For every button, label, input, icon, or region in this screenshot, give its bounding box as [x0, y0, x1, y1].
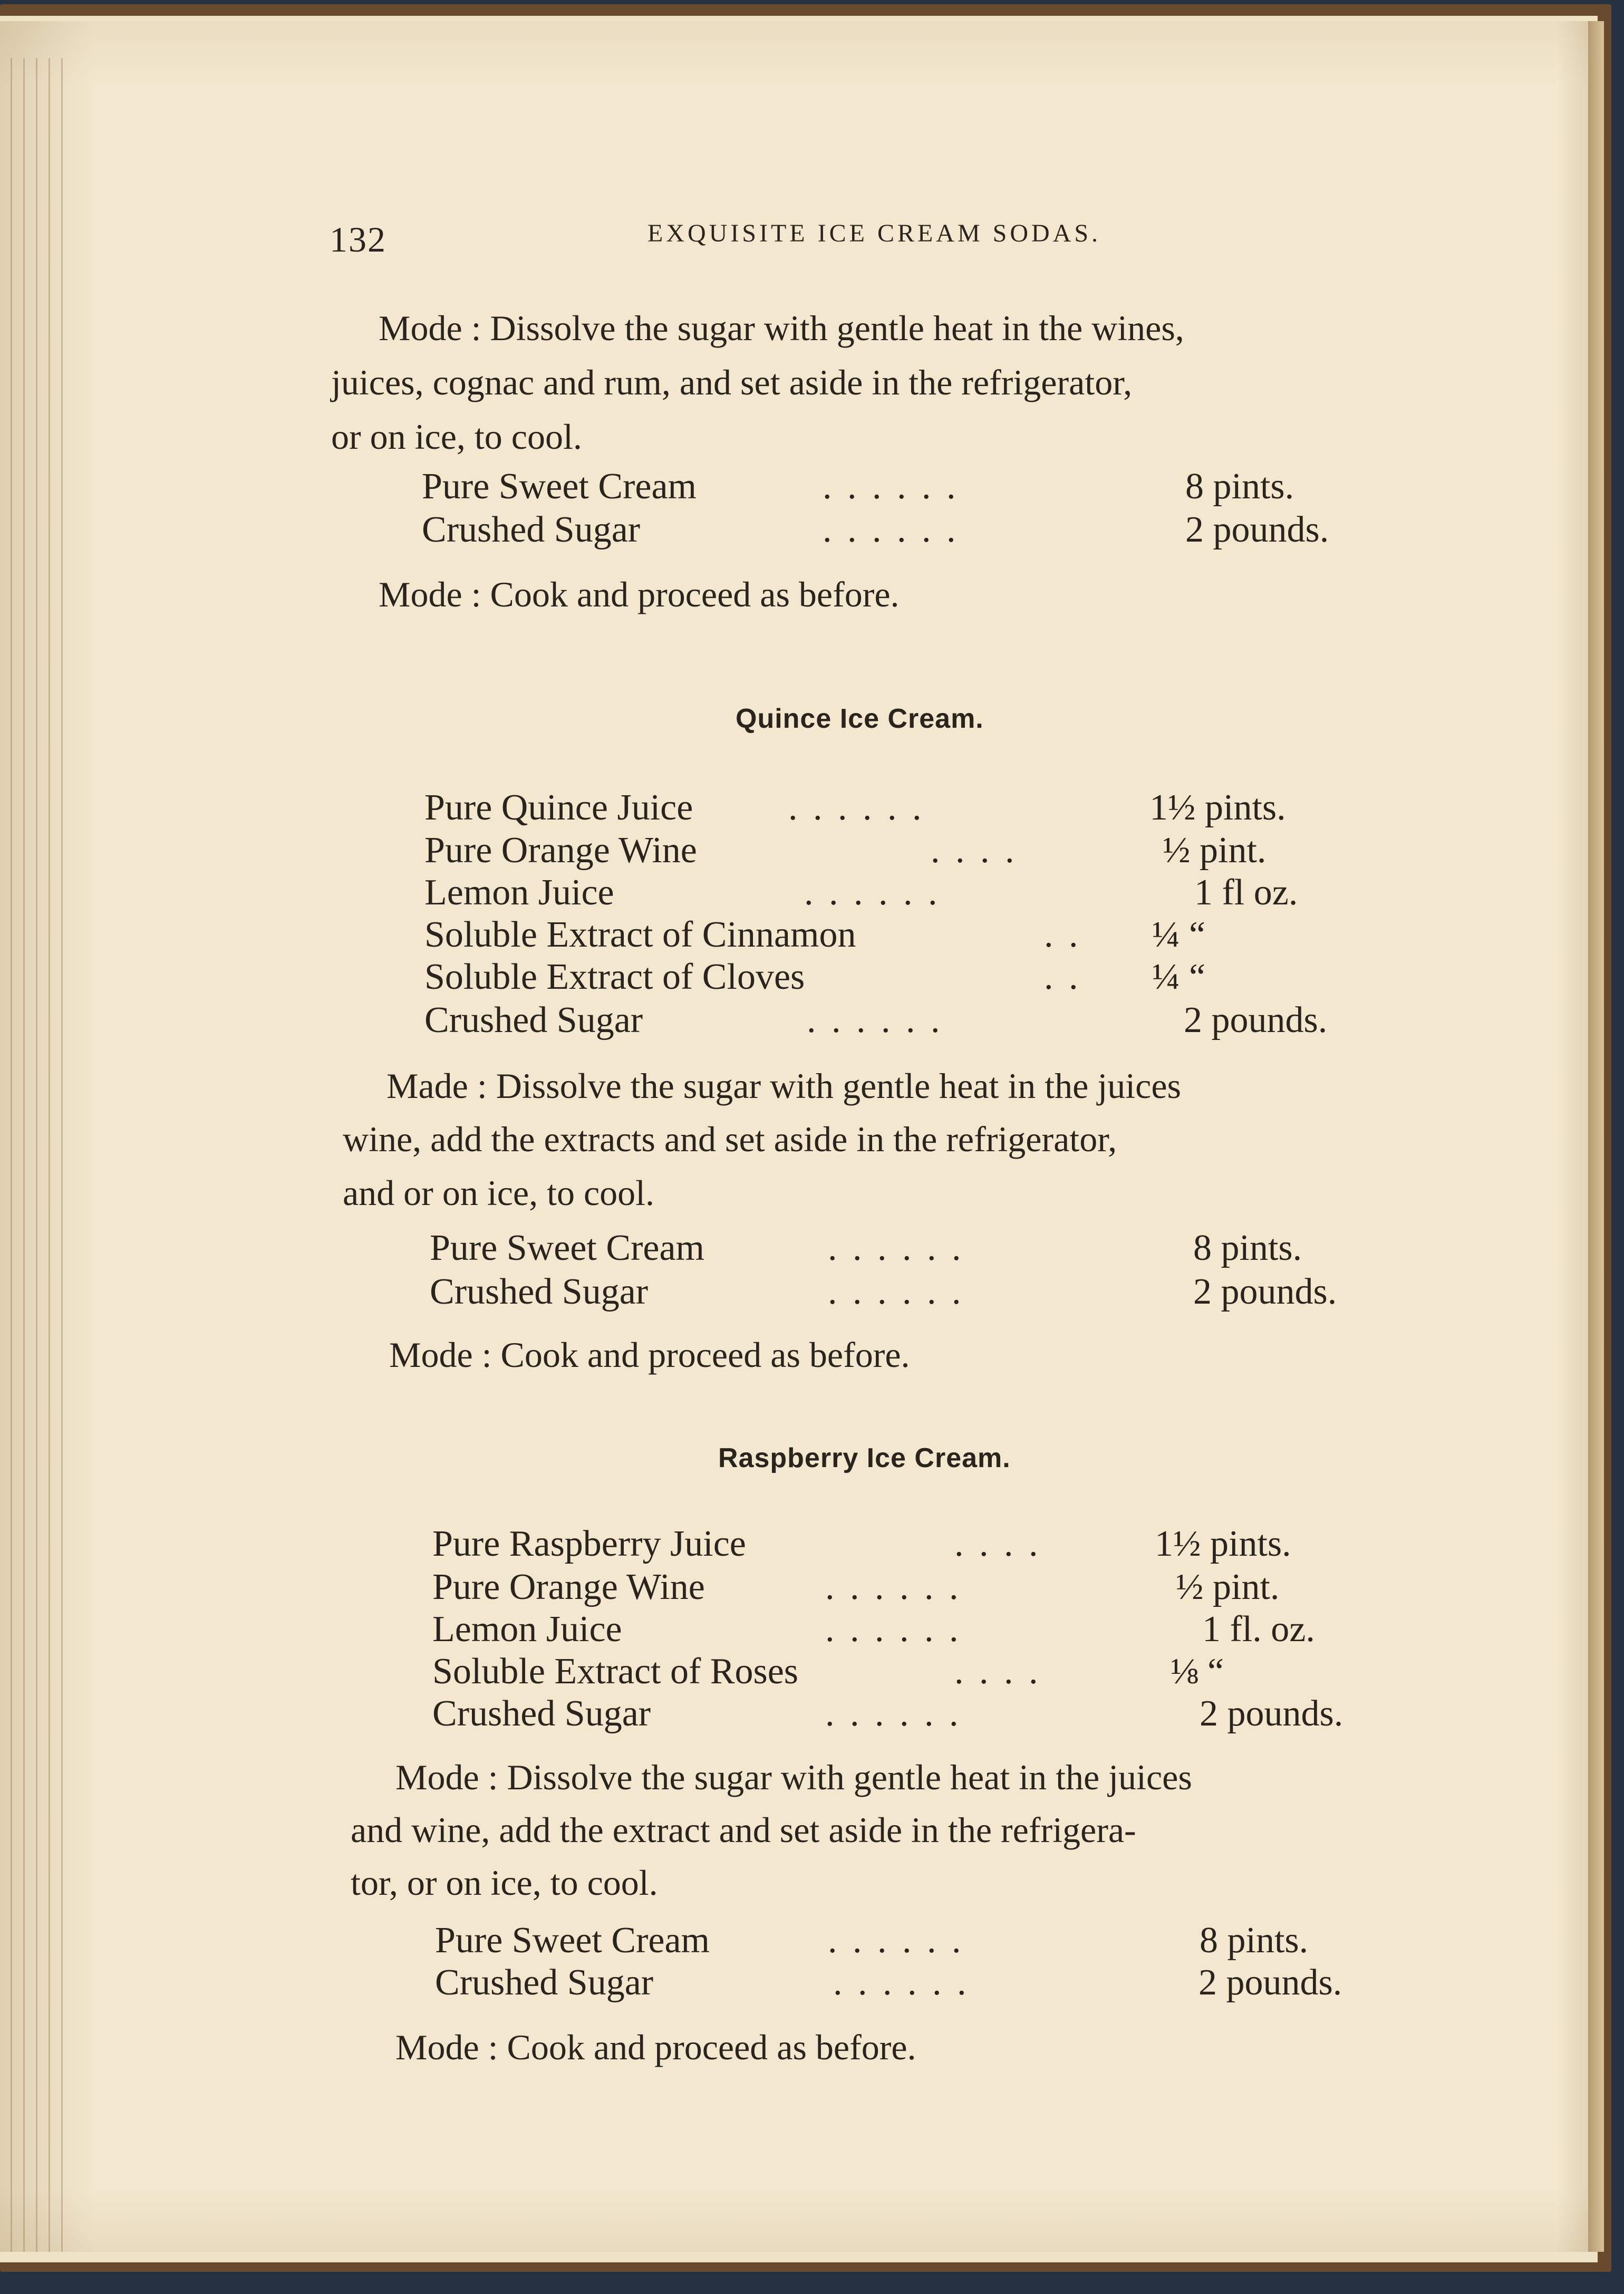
ingredient-quantity: 8 pints. [1193, 1228, 1302, 1268]
ingredient-quantity: 8 pints. [1185, 466, 1294, 507]
ingredient-name: Pure Sweet Cream [435, 1920, 710, 1961]
ingredient-name: Pure Quince Juice [424, 787, 693, 828]
ingredient-row [430, 1227, 1379, 1269]
leader-dots: . . . . . . [833, 1962, 970, 2003]
ingredient-quantity: 2 pounds. [1200, 1693, 1343, 1734]
running-title: EXQUISITE ICE CREAM SODAS. [647, 219, 1101, 247]
leader-dots: . . . . . . [828, 1228, 964, 1268]
mode-paragraph-line: juices, cognac and rum, and set aside in the refrigerator, [331, 362, 1133, 402]
ingredient-name: Lemon Juice [424, 872, 614, 913]
ingredient-name: Pure Sweet Cream [422, 466, 697, 507]
ingredient-row [422, 466, 1371, 508]
leader-dots: . . . . [931, 830, 1018, 871]
ingredient-name: Crushed Sugar [422, 509, 641, 550]
mode-paragraph-line: Mode : Dissolve the sugar with gentle heat in the juices [395, 1757, 1192, 1797]
recipe-heading: Raspberry Ice Cream. [718, 1443, 1011, 1473]
ingredient-quantity: ½ pint. [1176, 1567, 1280, 1607]
book-gutter [1588, 21, 1604, 2252]
ingredient-row [422, 509, 1371, 551]
leader-dots: . . . . [954, 1651, 1041, 1692]
mode-paragraph-line: or on ice, to cool. [331, 417, 582, 457]
mode-line: Mode : Cook and proceed as before. [389, 1335, 910, 1375]
mode-paragraph-line: wine, add the extracts and set aside in the refrigerator, [343, 1119, 1117, 1159]
ingredient-row [435, 1962, 1384, 2004]
ingredient-name: Crushed Sugar [430, 1271, 649, 1312]
ingredient-quantity: 1½ pints. [1149, 787, 1286, 828]
leader-dots: . . . . . . [828, 1920, 964, 1961]
ingredient-row [432, 1523, 1381, 1565]
ingredient-quantity: ¼ “ [1152, 957, 1206, 997]
ingredient-row [424, 956, 1374, 998]
ingredient-name: Pure Orange Wine [432, 1567, 705, 1607]
recipe-heading: Quince Ice Cream. [736, 703, 984, 734]
ingredient-name: Pure Raspberry Juice [432, 1524, 746, 1564]
ingredient-name: Soluble Extract of Cinnamon [424, 914, 856, 955]
ingredient-name: Pure Sweet Cream [430, 1228, 704, 1268]
leader-dots: . . . . . . [823, 466, 959, 507]
leaf-edge-line [11, 58, 12, 2252]
leader-dots: . . . . . . [807, 1000, 943, 1040]
mode-paragraph-line: Made : Dissolve the sugar with gentle heat in the juices [386, 1066, 1181, 1106]
ingredient-row [424, 787, 1374, 829]
ingredient-name: Lemon Juice [432, 1609, 622, 1650]
ingredient-quantity: 1½ pints. [1155, 1524, 1291, 1564]
leaf-edge-line [23, 58, 25, 2252]
mode-paragraph-line: and or on ice, to cool. [343, 1173, 655, 1213]
leader-dots: . . . . . . [825, 1567, 962, 1607]
ingredient-quantity: 1 fl oz. [1194, 872, 1298, 913]
ingredient-quantity: ½ pint. [1163, 830, 1267, 871]
leader-dots: . . . . . . [788, 787, 925, 828]
ingredient-row [424, 872, 1374, 914]
ingredient-name: Soluble Extract of Roses [432, 1651, 799, 1692]
ingredient-quantity: 1 fl. oz. [1202, 1609, 1315, 1650]
ingredient-quantity: 2 pounds. [1198, 1962, 1342, 2003]
leaf-edge-line [49, 58, 50, 2252]
ingredient-row [424, 914, 1374, 956]
ingredient-row [432, 1651, 1381, 1693]
ingredient-quantity: 8 pints. [1200, 1920, 1309, 1961]
ingredient-quantity: 2 pounds. [1184, 1000, 1328, 1040]
leader-dots: . . [1044, 914, 1081, 955]
leader-dots: . . . . . . [804, 872, 941, 913]
ingredient-row [435, 1920, 1384, 1962]
leaf-edge-line [61, 58, 63, 2252]
ingredient-row [432, 1608, 1381, 1651]
leaf-edge-line [36, 58, 37, 2252]
mode-paragraph-line: tor, or on ice, to cool. [351, 1863, 658, 1903]
ingredient-quantity: ¼ “ [1152, 914, 1206, 955]
leader-dots: . . . . . . [825, 1693, 962, 1734]
ingredient-row [432, 1693, 1381, 1735]
leader-dots: . . [1044, 957, 1081, 997]
ingredient-row [424, 830, 1374, 872]
ingredient-row [430, 1271, 1379, 1313]
ingredient-name: Crushed Sugar [424, 1000, 643, 1040]
ingredient-name: Crushed Sugar [435, 1962, 654, 2003]
ingredient-row [424, 999, 1374, 1042]
mode-paragraph-line: and wine, add the extract and set aside in the refrigera- [351, 1810, 1136, 1850]
leader-dots: . . . . . . [823, 509, 959, 550]
ingredient-name: Pure Orange Wine [424, 830, 697, 871]
mode-line: Mode : Cook and proceed as before. [379, 574, 900, 614]
mode-paragraph-line: Mode : Dissolve the sugar with gentle heat in the wines, [379, 308, 1184, 348]
leader-dots: . . . . . . [828, 1271, 964, 1312]
ingredient-quantity: 2 pounds. [1193, 1271, 1337, 1312]
ingredient-quantity: ⅛ “ [1171, 1651, 1224, 1692]
ingredient-name: Crushed Sugar [432, 1693, 651, 1734]
page-number: 132 [330, 219, 386, 259]
leader-dots: . . . . [954, 1524, 1041, 1564]
ingredient-row [432, 1566, 1381, 1608]
leader-dots: . . . . . . [825, 1609, 962, 1650]
ingredient-quantity: 2 pounds. [1185, 509, 1329, 550]
mode-line: Mode : Cook and proceed as before. [395, 2027, 916, 2067]
ingredient-name: Soluble Extract of Cloves [424, 957, 805, 997]
